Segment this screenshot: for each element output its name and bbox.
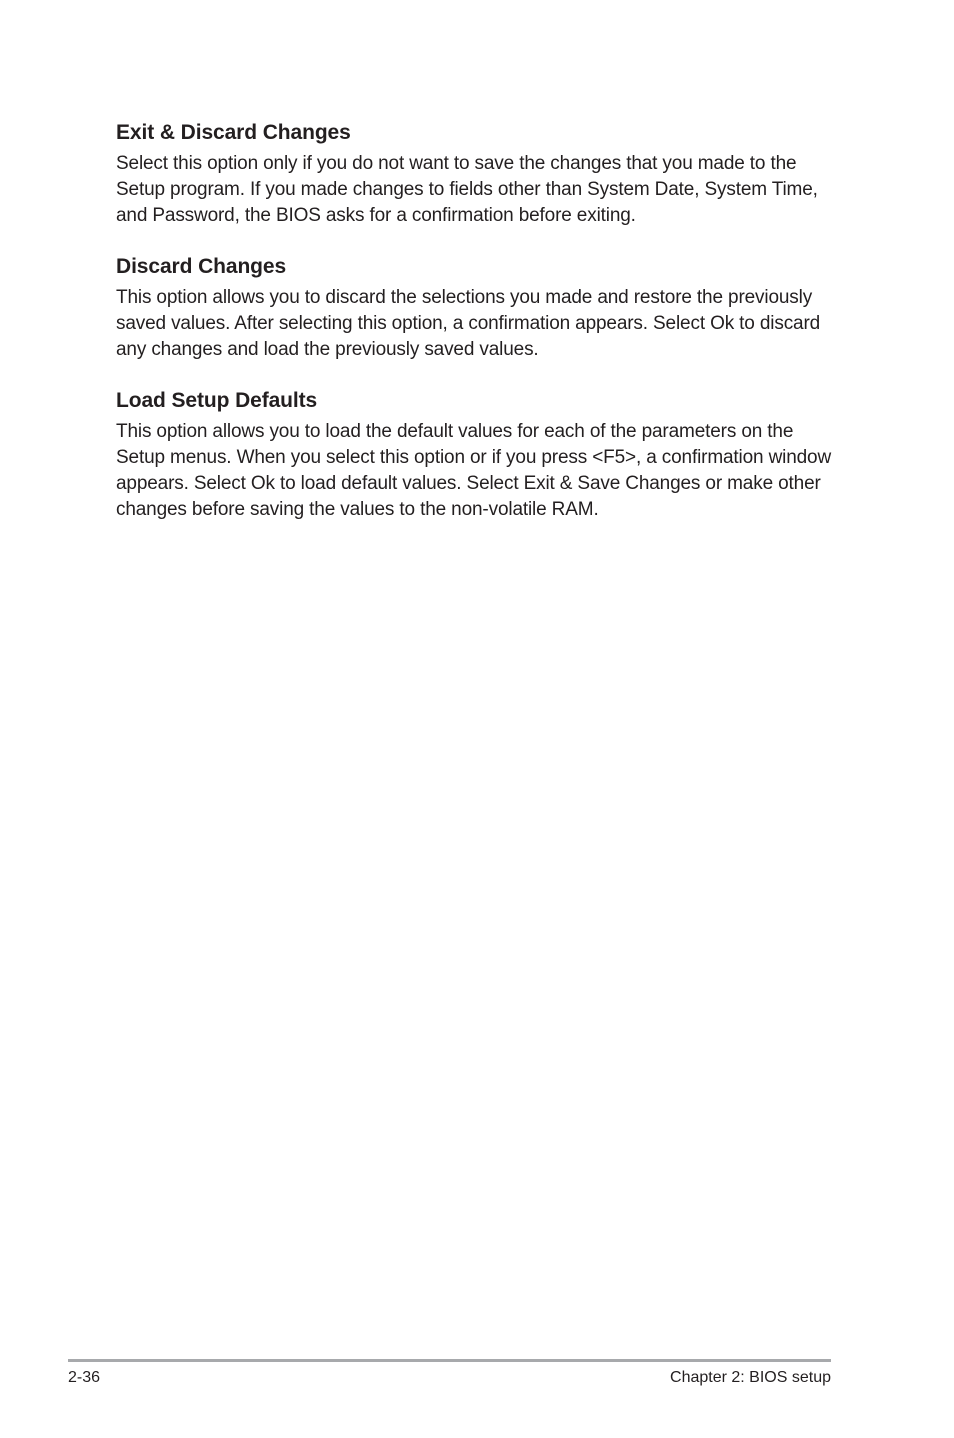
section-heading: Load Setup Defaults [116,389,318,412]
footer-divider [68,1359,831,1362]
section-heading: Exit & Discard Changes [116,121,351,144]
section-heading: Discard Changes [116,255,287,278]
section-body: Select this option only if you do not want to save the changes that you made to the Setup program. If you made changes to fields other than System Date, System Time, and Password, the BIOS asks for a confirmation before exiting. [116,153,818,226]
section-load-setup-defaults [116,386,836,523]
section-discard-changes [116,252,836,363]
page-content [116,118,836,523]
chapter-title: Chapter 2: BIOS setup [670,1369,831,1386]
section-exit-discard-changes [116,118,836,229]
section-body: This option allows you to discard the selections you made and restore the previously saved values. After selecting this option, a confirmation appears. Select Ok to discard any changes and load the previously saved values. [116,287,821,360]
page-number: 2-36 [68,1369,101,1386]
section-body: This option allows you to load the default values for each of the parameters on the Setup menus. When you select this option or if you press <F5>, a confirmation window appears. Select Ok to load default values. Select Exit & Save Changes or make other changes before saving the values to the non-volatile RAM. [116,421,832,520]
